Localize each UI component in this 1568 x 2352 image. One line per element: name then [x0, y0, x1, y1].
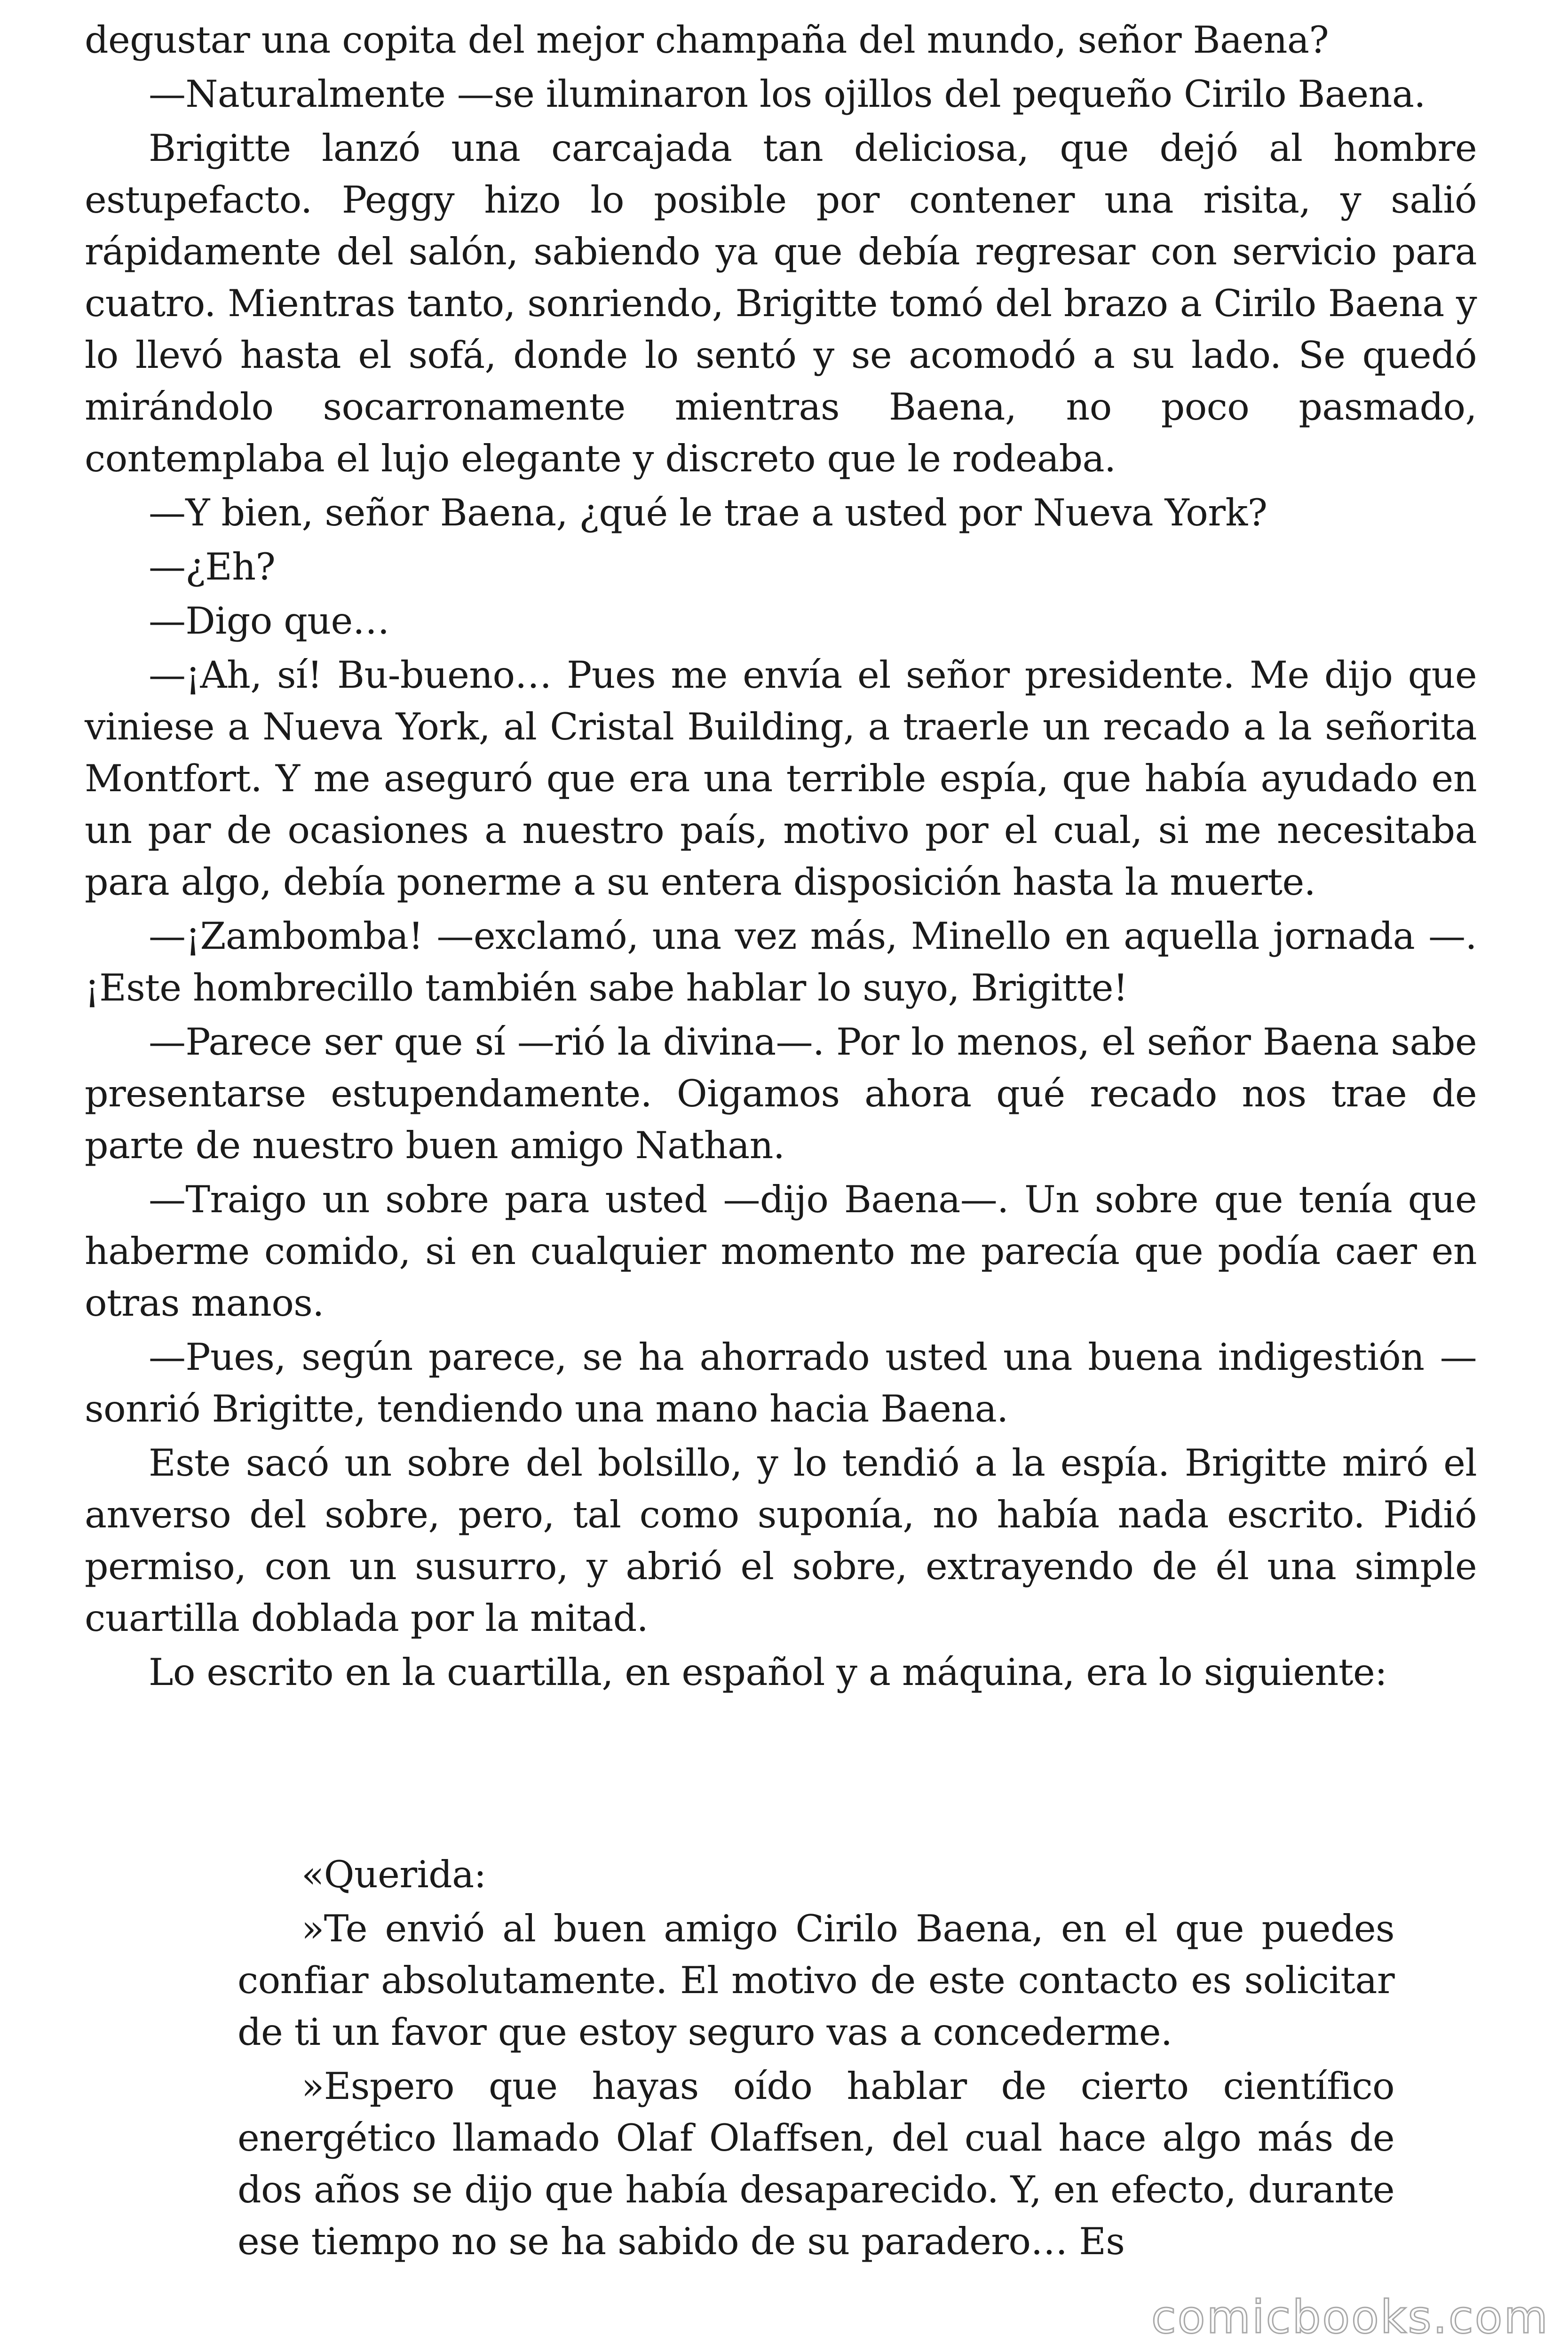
paragraph: degustar una copita del mejor champaña del mundo, señor Baena?	[85, 18, 1329, 62]
paragraph: Este sacó un sobre del bolsillo, y lo tendió a la espía. Brigitte miró el anverso del sobre, pero, tal como suponía, no había nada escrito. Pidió permiso, con un susurro, y abrió el sobre, extrayendo de él una simple cuartilla doblada por la mitad.	[85, 1441, 1477, 1640]
watermark: comicbooks.com	[1151, 2291, 1549, 2344]
paragraph: —Traigo un sobre para usted —dijo Baena—. Un sobre que tenía que haberme comido, si en cualquier momento me parecía que podía caer en otras manos.	[85, 1178, 1477, 1325]
paragraph: —Parece ser que sí —rió la divina—. Por lo menos, el señor Baena sabe presentarse estupendamente. Oigamos ahora qué recado nos trae de parte de nuestro buen amigo Nathan.	[85, 1020, 1477, 1167]
letter-paragraph: »Te envió al buen amigo Cirilo Baena, en el que puedes confiar absolutamente. El motivo de este contacto es solicitar de ti un favor que estoy seguro vas a concederme.	[238, 1907, 1394, 2054]
quoted-letter	[238, 1849, 1394, 2270]
paragraph: —¡Ah, sí! Bu-bueno… Pues me envía el señor presidente. Me dijo que viniese a Nueva York, al Cristal Building, a traerle un recado a la señorita Montfort. Y me aseguró que era una terrible espía, que había ayudado en un par de ocasiones a nuestro país, motivo por el cual, si me necesitaba para algo, debía ponerme a su entera disposición hasta la muerte.	[85, 653, 1477, 904]
body-text	[85, 14, 1477, 1700]
paragraph: —¡Zambomba! —exclamó, una vez más, Minello en aquella jornada —. ¡Este hombrecillo también sabe hablar lo suyo, Brigitte!	[85, 914, 1477, 1009]
letter-salutation: «Querida:	[301, 1853, 486, 1896]
letter-paragraph: »Espero que hayas oído hablar de cierto científico energético llamado Olaf Olaffsen, del cual hace algo más de dos años se dijo que había desaparecido. Y, en efecto, durante ese tiempo no se ha sabido de su paradero… Es	[238, 2065, 1394, 2263]
paragraph: —Digo que…	[149, 599, 390, 643]
paragraph: Lo escrito en la cuartilla, en español y a máquina, era lo siguiente:	[149, 1651, 1387, 1694]
paragraph: —¿Eh?	[149, 545, 276, 588]
paragraph: —Naturalmente —se iluminaron los ojillos del pequeño Cirilo Baena.	[149, 72, 1425, 116]
paragraph: —Y bien, señor Baena, ¿qué le trae a usted por Nueva York?	[149, 491, 1267, 534]
paragraph: Brigitte lanzó una carcajada tan deliciosa, que dejó al hombre estupefacto. Peggy hizo lo posible por contener una risita, y salió rápidamente del salón, sabiendo ya que debía regresar con servicio para cuatro. Mientras tanto, sonriendo, Brigitte tomó del brazo a Cirilo Baena y lo llevó hasta el sofá, donde lo sentó y se acomodó a su lado. Se quedó mirándolo socarronamente mientras Baena, no poco pasmado, contemplaba el lujo elegante y discreto que le rodeaba.	[85, 127, 1477, 480]
paragraph: —Pues, según parece, se ha ahorrado usted una buena indigestión —sonrió Brigitte, tendiendo una mano hacia Baena.	[85, 1335, 1477, 1430]
